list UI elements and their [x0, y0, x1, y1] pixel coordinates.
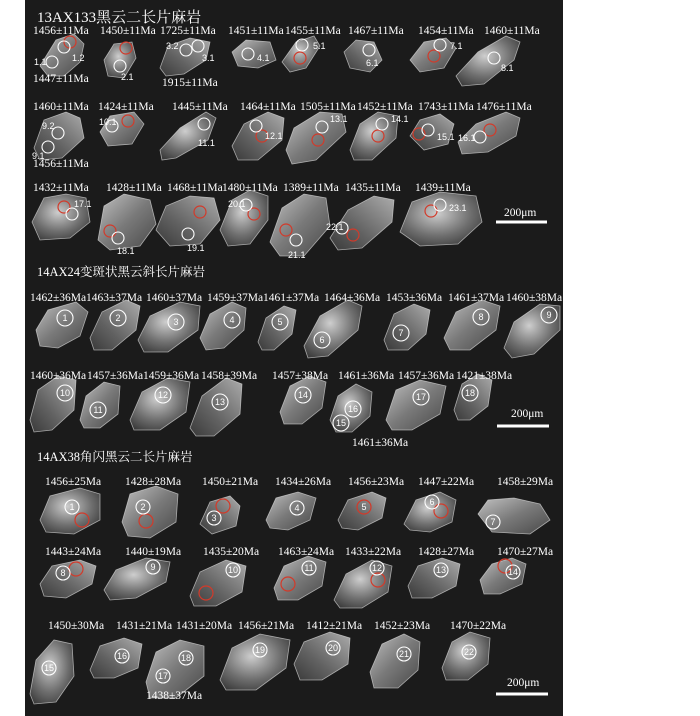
spot-number: 13 — [435, 565, 447, 575]
age-label: 1476±11Ma — [476, 101, 532, 113]
spot-label: 12.1 — [265, 131, 283, 141]
spot-number: 11 — [304, 563, 314, 573]
age-label: 1433±22Ma — [345, 546, 402, 558]
panel-title: 13AX133黑云二长片麻岩 — [37, 10, 202, 26]
age-label: 1451±11Ma — [228, 25, 284, 37]
spot-number: 16 — [347, 404, 359, 414]
spot-label: 2.1 — [121, 72, 134, 82]
scale-bar-label: 200μm — [507, 677, 540, 689]
spot-label: 15.1 — [437, 132, 455, 142]
age-label: 1743±11Ma — [418, 101, 474, 113]
spot-label: 21.1 — [288, 250, 306, 260]
panel-title: 14AX24变斑状黑云斜长片麻岩 — [37, 265, 206, 279]
spot-number: 8 — [478, 312, 484, 322]
age-label: 1421±38Ma — [456, 370, 513, 382]
spot-number: 17 — [415, 392, 427, 402]
spot-number: 13 — [214, 397, 226, 407]
spot-label: 1.1 — [34, 57, 47, 67]
age-label: 1456±21Ma — [238, 620, 295, 632]
age-label: 1447±22Ma — [418, 476, 475, 488]
age-label: 1456±11Ma — [33, 158, 89, 170]
spot-number: 11 — [93, 405, 103, 415]
spot-number: 12 — [371, 563, 383, 573]
age-label: 1428±28Ma — [125, 476, 182, 488]
age-label: 1464±11Ma — [240, 101, 296, 113]
age-label: 1468±11Ma — [167, 182, 223, 194]
age-label: 1452±23Ma — [374, 620, 431, 632]
age-label: 1424±11Ma — [98, 101, 154, 113]
age-label: 1452±11Ma — [357, 101, 413, 113]
spot-number: 8 — [60, 568, 66, 578]
age-label: 1456±25Ma — [45, 476, 102, 488]
age-label: 1412±21Ma — [306, 620, 363, 632]
age-label: 1457±36Ma — [398, 370, 455, 382]
age-label: 1459±37Ma — [207, 292, 264, 304]
age-label: 1467±11Ma — [348, 25, 404, 37]
age-label: 1439±11Ma — [415, 182, 471, 194]
age-label: 1445±11Ma — [172, 101, 228, 113]
spot-label: 19.1 — [187, 243, 205, 253]
age-label: 1470±27Ma — [497, 546, 554, 558]
age-label: 1428±27Ma — [418, 546, 475, 558]
spot-number: 5 — [277, 317, 283, 327]
age-label: 1440±19Ma — [125, 546, 182, 558]
age-label: 1462±36Ma — [30, 292, 87, 304]
spot-number: 19 — [254, 645, 266, 655]
age-label: 1459±36Ma — [143, 370, 200, 382]
spot-number: 7 — [398, 328, 404, 338]
spot-number: 18 — [180, 653, 192, 663]
spot-label: 3.2 — [166, 41, 179, 51]
spot-number: 16 — [116, 651, 128, 661]
age-label: 1461±36Ma — [338, 370, 395, 382]
panel-title: 14AX38角闪黑云二长片麻岩 — [37, 450, 193, 464]
age-label: 1456±11Ma — [33, 25, 89, 37]
age-label: 1434±26Ma — [275, 476, 332, 488]
spot-number: 21 — [398, 649, 410, 659]
age-label: 1456±23Ma — [348, 476, 405, 488]
age-label: 1464±36Ma — [324, 292, 381, 304]
spot-number: 22 — [463, 647, 475, 657]
age-label: 1435±20Ma — [203, 546, 260, 558]
spot-number: 15 — [43, 663, 55, 673]
age-label: 1458±29Ma — [497, 476, 554, 488]
age-label: 1431±20Ma — [176, 620, 233, 632]
age-label: 1461±37Ma — [448, 292, 505, 304]
spot-label: 6.1 — [366, 58, 379, 68]
spot-number: 15 — [335, 418, 347, 428]
spot-number: 4 — [294, 503, 300, 513]
spot-label: 18.1 — [117, 246, 135, 256]
age-label: 1463±37Ma — [86, 292, 143, 304]
age-label: 1450±21Ma — [202, 476, 259, 488]
spot-label: 16.1 — [458, 133, 476, 143]
age-label: 1457±38Ma — [272, 370, 329, 382]
age-label: 1435±11Ma — [345, 182, 401, 194]
age-label: 1454±11Ma — [418, 25, 474, 37]
age-label: 1447±11Ma — [33, 73, 89, 85]
age-label: 1428±11Ma — [106, 182, 162, 194]
scale-bar-label: 200μm — [504, 207, 537, 219]
age-label: 1450±11Ma — [100, 25, 156, 37]
spot-number: 12 — [157, 390, 169, 400]
age-label: 1389±11Ma — [283, 182, 339, 194]
spot-label: 13.1 — [330, 114, 348, 124]
age-label: 1443±24Ma — [45, 546, 102, 558]
spot-number: 1 — [62, 313, 68, 323]
age-label: 1460±37Ma — [146, 292, 203, 304]
age-label: 1725±11Ma — [160, 25, 216, 37]
age-label: 1505±11Ma — [300, 101, 356, 113]
spot-label: 22.1 — [326, 222, 344, 232]
spot-number: 3 — [173, 317, 179, 327]
age-label: 1431±21Ma — [116, 620, 173, 632]
age-label: 1463±24Ma — [278, 546, 335, 558]
spot-number: 14 — [507, 567, 519, 577]
spot-label: 3.1 — [202, 53, 215, 63]
spot-number: 5 — [361, 502, 367, 512]
age-label: 1460±38Ma — [506, 292, 563, 304]
age-label: 1480±11Ma — [222, 182, 278, 194]
spot-number: 2 — [140, 502, 146, 512]
age-label: 1461±37Ma — [263, 292, 320, 304]
spot-label: 1.2 — [72, 53, 85, 63]
age-label: 1460±11Ma — [33, 101, 89, 113]
age-label: 1461±36Ma — [352, 437, 409, 449]
spot-number: 1 — [69, 502, 75, 512]
spot-number: 10 — [227, 565, 239, 575]
spot-number: 20 — [327, 643, 339, 653]
spot-number: 9 — [546, 310, 552, 320]
spot-label: 9.1 — [32, 151, 45, 161]
age-label: 1450±30Ma — [48, 620, 105, 632]
spot-number: 14 — [297, 390, 309, 400]
scale-bar-label: 200μm — [511, 408, 544, 420]
age-label: 1470±22Ma — [450, 620, 507, 632]
age-label: 1438±37Ma — [146, 690, 203, 702]
spot-label: 14.1 — [391, 114, 409, 124]
spot-number: 4 — [229, 315, 235, 325]
age-label: 1432±11Ma — [33, 182, 89, 194]
spot-number: 6 — [429, 497, 435, 507]
spot-label: 7.1 — [450, 41, 463, 51]
spot-number: 17 — [157, 671, 169, 681]
spot-label: 11.1 — [198, 138, 215, 148]
spot-label: 5.1 — [313, 41, 326, 51]
spot-label: 9.2 — [42, 121, 55, 131]
spot-number: 7 — [490, 517, 496, 527]
spot-number: 10 — [59, 388, 71, 398]
age-label: 1455±11Ma — [285, 25, 341, 37]
age-label: 1460±11Ma — [484, 25, 540, 37]
age-label: 1458±39Ma — [201, 370, 258, 382]
spot-number: 6 — [319, 335, 325, 345]
spot-label: 4.1 — [257, 53, 270, 63]
age-label: 1915±11Ma — [162, 77, 218, 89]
age-label: 1460±36Ma — [30, 370, 87, 382]
spot-number: 2 — [115, 313, 121, 323]
spot-label: 20.1 — [228, 199, 246, 209]
spot-label: 10.1 — [99, 117, 117, 127]
spot-number: 9 — [150, 562, 156, 572]
spot-number: 3 — [211, 513, 217, 523]
spot-label: 8.1 — [501, 63, 514, 73]
age-label: 1457±36Ma — [87, 370, 144, 382]
spot-label: 17.1 — [74, 199, 92, 209]
age-label: 1453±36Ma — [386, 292, 443, 304]
spot-number: 18 — [464, 388, 476, 398]
spot-label: 23.1 — [449, 203, 467, 213]
